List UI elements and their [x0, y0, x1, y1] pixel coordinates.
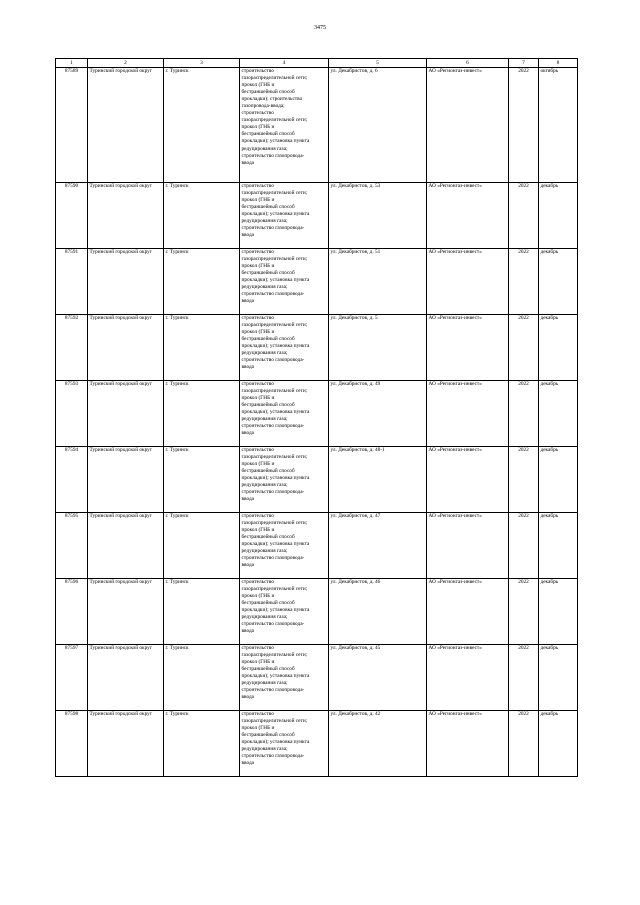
work-cell: строительство газораспределительной сети; прокол (ГНБ и бестраншейный способ прокладки); установка пункта редуцирования газа; строительство газопровода- ввода — [240, 249, 329, 315]
work-cell: строительство газораспределительной сети; прокол (ГНБ и бестраншейный способ прокладки); установка пункта редуцирования газа; строительство газопровода- ввода — [240, 447, 329, 513]
month-cell: декабрь — [539, 249, 578, 315]
column-header: 8 — [539, 59, 578, 68]
row-id: 87589 — [56, 68, 88, 183]
year-cell: 2022 — [509, 513, 539, 579]
table-row — [56, 68, 578, 183]
table-row — [56, 447, 578, 513]
month-cell: декабрь — [539, 447, 578, 513]
column-header: 3 — [164, 59, 240, 68]
year-cell: 2022 — [509, 249, 539, 315]
table-row — [56, 249, 578, 315]
locality-cell: г. Туринск — [164, 447, 240, 513]
month-cell: декабрь — [539, 513, 578, 579]
month-cell: октябрь — [539, 68, 578, 183]
row-id: 87597 — [56, 645, 88, 711]
table-row — [56, 513, 578, 579]
work-cell: строительство газораспределительной сети; прокол (ГНБ и бестраншейный способ прокладки); установка пункта редуцирования газа; строительство газопровода- ввода — [240, 579, 329, 645]
address-cell: ул. Декабристов, д. 46 — [329, 579, 427, 645]
row-id: 87591 — [56, 249, 88, 315]
organization-cell: АО «Регионгаз-инвест» — [427, 183, 509, 249]
organization-cell: АО «Регионгаз-инвест» — [427, 249, 509, 315]
district-cell: Туринский городской округ — [88, 183, 164, 249]
locality-cell: г. Туринск — [164, 315, 240, 381]
organization-cell: АО «Регионгаз-инвест» — [427, 381, 509, 447]
month-cell: декабрь — [539, 579, 578, 645]
organization-cell: АО «Регионгаз-инвест» — [427, 711, 509, 777]
address-cell: ул. Декабристов, д. 51 — [329, 249, 427, 315]
organization-cell: АО «Регионгаз-инвест» — [427, 315, 509, 381]
address-cell: ул. Декабристов, д. 42 — [329, 711, 427, 777]
locality-cell: г. Туринск — [164, 579, 240, 645]
locality-cell: г. Туринск — [164, 249, 240, 315]
district-cell: Туринский городской округ — [88, 381, 164, 447]
district-cell: Туринский городской округ — [88, 447, 164, 513]
column-header: 5 — [329, 59, 427, 68]
page-number: 3475 — [314, 25, 326, 31]
district-cell: Туринский городской округ — [88, 711, 164, 777]
work-cell: строительство газораспределительной сети; прокол (ГНБ и бестраншейный способ прокладки); установка пункта редуцирования газа; строительство газопровода- ввода — [240, 645, 329, 711]
district-cell: Туринский городской округ — [88, 513, 164, 579]
year-cell: 2022 — [509, 68, 539, 183]
organization-cell: АО «Регионгаз-инвест» — [427, 579, 509, 645]
year-cell: 2022 — [509, 711, 539, 777]
month-cell: декабрь — [539, 183, 578, 249]
row-id: 87595 — [56, 513, 88, 579]
work-cell: строительство газораспределительной сети; прокол (ГНБ и бестраншейный способ прокладки); установка пункта редуцирования газа; строительство газопровода- ввода — [240, 381, 329, 447]
address-cell: ул. Декабристов, д. 48-1 — [329, 447, 427, 513]
column-header: 7 — [509, 59, 539, 68]
district-cell: Туринский городской округ — [88, 315, 164, 381]
address-cell: ул. Декабристов, д. 53 — [329, 183, 427, 249]
locality-cell: г. Туринск — [164, 513, 240, 579]
table-row — [56, 315, 578, 381]
row-id: 87598 — [56, 711, 88, 777]
year-cell: 2022 — [509, 315, 539, 381]
organization-cell: АО «Регионгаз-инвест» — [427, 513, 509, 579]
locality-cell: г. Туринск — [164, 645, 240, 711]
work-cell: строительство газораспределительной сети; прокол (ГНБ и бестраншейный способ прокладки); строительство газопровода-ввода; строительство газораспределительной сети; прокол (ГНБ и бестраншейный способ прокладки); установка пункта редуцирования газа; строительство газопровода- ввода — [240, 68, 329, 183]
locality-cell: г. Туринск — [164, 183, 240, 249]
column-header: 4 — [240, 59, 329, 68]
year-cell: 2022 — [509, 447, 539, 513]
district-cell: Туринский городской округ — [88, 579, 164, 645]
address-cell: ул. Декабристов, д. 49 — [329, 381, 427, 447]
column-header: 6 — [427, 59, 509, 68]
work-cell: строительство газораспределительной сети; прокол (ГНБ и бестраншейный способ прокладки); установка пункта редуцирования газа; строительство газопровода- ввода — [240, 711, 329, 777]
district-cell: Туринский городской округ — [88, 645, 164, 711]
month-cell: декабрь — [539, 645, 578, 711]
month-cell: декабрь — [539, 315, 578, 381]
year-cell: 2022 — [509, 579, 539, 645]
district-cell: Туринский городской округ — [88, 249, 164, 315]
table-row — [56, 711, 578, 777]
table-row — [56, 579, 578, 645]
table-row — [56, 381, 578, 447]
table-row — [56, 183, 578, 249]
month-cell: декабрь — [539, 381, 578, 447]
district-cell: Туринский городской округ — [88, 68, 164, 183]
locality-cell: г. Туринск — [164, 381, 240, 447]
row-id: 87590 — [56, 183, 88, 249]
gasification-schedule-table — [55, 58, 578, 777]
address-cell: ул. Декабристов, д. 45 — [329, 645, 427, 711]
work-cell: строительство газораспределительной сети; прокол (ГНБ и бестраншейный способ прокладки); установка пункта редуцирования газа; строительство газопровода- ввода — [240, 183, 329, 249]
month-cell: декабрь — [539, 711, 578, 777]
year-cell: 2022 — [509, 645, 539, 711]
organization-cell: АО «Регионгаз-инвест» — [427, 447, 509, 513]
address-cell: ул. Декабристов, д. 5 — [329, 315, 427, 381]
address-cell: ул. Декабристов, д. 6 — [329, 68, 427, 183]
work-cell: строительство газораспределительной сети; прокол (ГНБ и бестраншейный способ прокладки); установка пункта редуцирования газа; строительство газопровода- ввода — [240, 315, 329, 381]
locality-cell: г. Туринск — [164, 711, 240, 777]
row-id: 87594 — [56, 447, 88, 513]
year-cell: 2022 — [509, 381, 539, 447]
column-number-row — [56, 59, 578, 68]
row-id: 87592 — [56, 315, 88, 381]
year-cell: 2022 — [509, 183, 539, 249]
row-id: 87593 — [56, 381, 88, 447]
work-cell: строительство газораспределительной сети; прокол (ГНБ и бестраншейный способ прокладки); установка пункта редуцирования газа; строительство газопровода- ввода — [240, 513, 329, 579]
column-header: 1 — [56, 59, 88, 68]
table-row — [56, 645, 578, 711]
locality-cell: г. Туринск — [164, 68, 240, 183]
address-cell: ул. Декабристов, д. 47 — [329, 513, 427, 579]
column-header: 2 — [88, 59, 164, 68]
row-id: 87596 — [56, 579, 88, 645]
organization-cell: АО «Регионгаз-инвест» — [427, 645, 509, 711]
organization-cell: АО «Регионгаз-инвест» — [427, 68, 509, 183]
